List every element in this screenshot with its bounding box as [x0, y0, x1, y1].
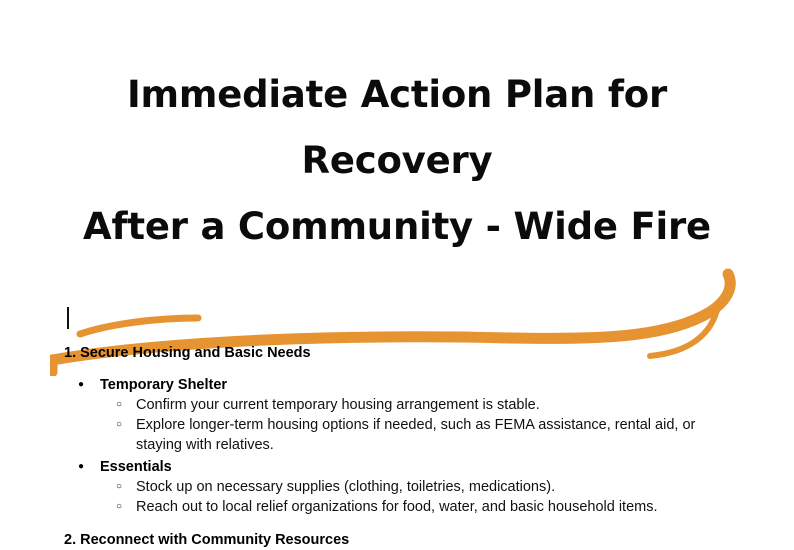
list-item	[78, 375, 730, 455]
section-2-heading: 2. Reconnect with Community Resources	[64, 531, 350, 548]
text-cursor	[67, 307, 69, 329]
section-2	[64, 531, 730, 550]
list-item	[78, 457, 730, 517]
document-body	[0, 344, 794, 550]
list-item-label: ● Essentials	[100, 458, 172, 475]
section-1-heading: 1. Secure Housing and Basic Needs	[64, 345, 311, 361]
page-title-line-1: Immediate Action Plan for Recovery	[126, 73, 668, 182]
list-item-label: ● Temporary Shelter	[100, 376, 228, 393]
section-1	[64, 344, 730, 517]
sub-list	[100, 477, 730, 517]
page-title-line-2: After a Community - Wide Fire	[83, 204, 711, 248]
page-title	[0, 0, 794, 260]
section-1-list	[64, 375, 730, 517]
sub-list-item: ○ Explore longer-term housing options if needed, such as FEMA assistance, rental aid, or staying with relatives.	[116, 415, 730, 455]
sub-list	[100, 395, 730, 455]
sub-list-item: ○ Reach out to local relief organizations for food, water, and basic household items.	[116, 497, 730, 517]
sub-list-item: ○ Stock up on necessary supplies (clothing, toiletries, medications).	[116, 477, 730, 497]
sub-list-item: ○ Confirm your current temporary housing arrangement is stable.	[116, 395, 730, 415]
